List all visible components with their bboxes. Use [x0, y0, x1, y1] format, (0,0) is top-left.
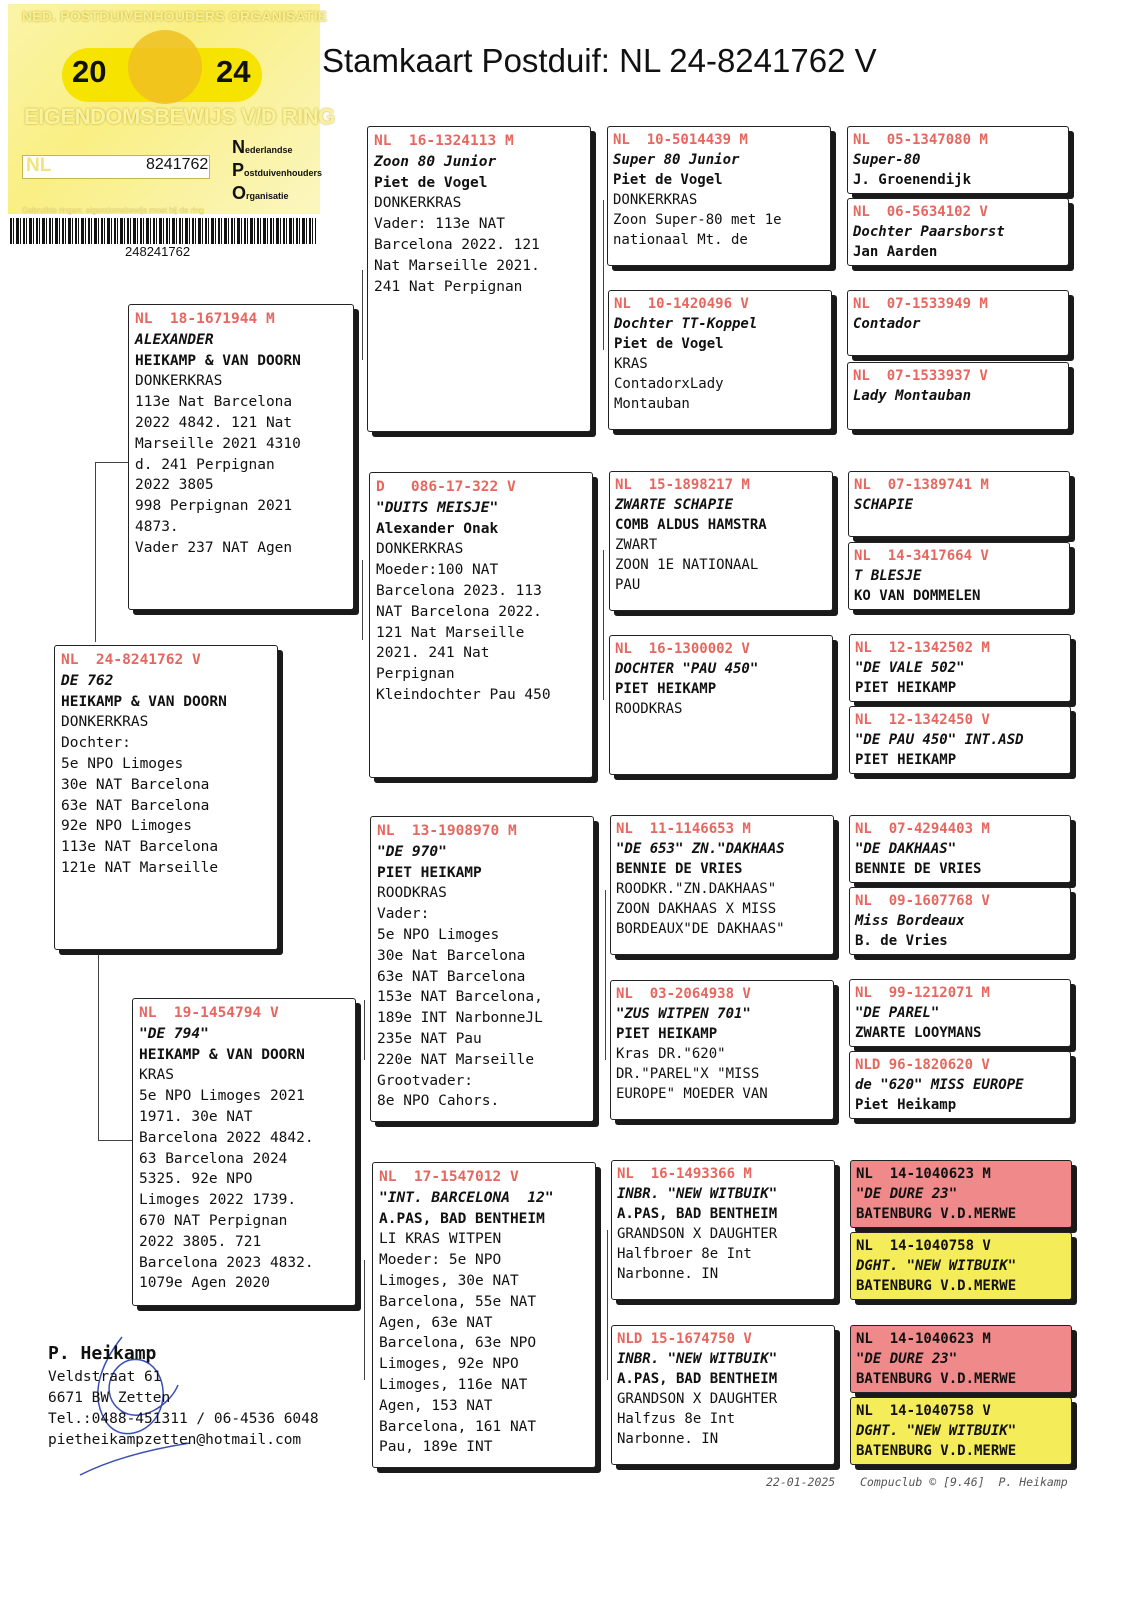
bird-detail: 2022 3805 — [135, 477, 214, 494]
bird-name: SCHAPIE — [854, 497, 914, 513]
bird-name: Dochter Paarsborst — [853, 224, 1005, 240]
bird-detail: Barcelona 2022. 121 — [374, 236, 540, 253]
bird-detail: 63e NAT Barcelona — [377, 968, 526, 985]
bird-owner: B. de Vries — [855, 933, 948, 949]
bird-detail: 5e NPO Limoges — [61, 755, 184, 772]
pedigree-card-ssd — [608, 290, 832, 430]
bird-owner: A.PAS, BAD BENTHEIM — [617, 1371, 778, 1387]
bird-detail: 5e NPO Limoges 2021 — [139, 1088, 305, 1105]
breeder-city: 6671 BW Zetten — [48, 1390, 171, 1406]
bird-detail: ROODKR."ZN.DAKHAAS" — [616, 881, 777, 897]
pedigree-card-sss — [607, 126, 831, 266]
connector-subject-dam — [98, 950, 99, 1140]
bird-owner: HEIKAMP & VAN DOORN — [139, 1046, 305, 1063]
bird-detail: 220e NAT Marseille — [377, 1051, 535, 1068]
bird-detail: Barcelona, 161 NAT — [379, 1418, 537, 1435]
connector-dam-h — [98, 1140, 132, 1141]
pedigree-card-sdd — [609, 635, 833, 775]
ring-number: NL 16-1324113 M — [374, 133, 514, 149]
bird-detail: Limoges, 30e NAT — [379, 1272, 519, 1289]
ring-number: NL 07-4294403 M — [855, 821, 990, 837]
pedigree-card-dam — [132, 998, 356, 1306]
ring-number: NL 07-1533937 V — [853, 368, 988, 384]
barcode-icon — [10, 218, 316, 244]
pedigree-card-g5-6 — [848, 542, 1070, 610]
pedigree-card-g5-15 — [850, 1325, 1072, 1393]
ring-number: NL 09-1607768 V — [855, 893, 990, 909]
bird-detail: Vader 237 NAT Agen — [135, 539, 293, 556]
bird-detail: Limoges 2022 1739. — [139, 1192, 297, 1209]
bird-detail: 2022 4842. 121 Nat — [135, 414, 293, 431]
ownership-label: EIGENDOMSBEWIJS V/D RING — [24, 104, 335, 129]
barcode-number: 248241762 — [125, 244, 191, 259]
connector-dam-up — [364, 1000, 365, 1060]
pedigree-card-dss — [610, 815, 834, 955]
bird-detail: 235e NAT Pau — [377, 1030, 482, 1047]
bird-owner: Piet de Vogel — [614, 336, 724, 352]
bird-detail: Dochter: — [61, 735, 131, 752]
bird-name: "DE PAU 450" INT.ASD — [855, 732, 1024, 748]
pedigree-card-g5-4 — [847, 362, 1069, 430]
npo-line-2: Postduivenhouders — [232, 160, 323, 180]
ring-number: NL 06-5634102 V — [853, 204, 988, 220]
bird-name: Super 80 Junior — [613, 152, 740, 168]
bird-detail: Halfbroer 8e Int — [617, 1246, 752, 1262]
pedigree-card-sire-sire — [367, 126, 591, 432]
pedigree-card-g5-8 — [849, 706, 1071, 774]
bird-owner: BATENBURG V.D.MERWE — [856, 1371, 1017, 1387]
bird-detail: LI KRAS WITPEN — [379, 1231, 502, 1248]
bird-detail: NAT Barcelona 2022. — [376, 603, 542, 620]
npo-line-1: Nederlandse — [232, 137, 293, 157]
ring-number: NL 13-1908970 M — [377, 823, 517, 839]
bird-name: T BLESJE — [854, 568, 922, 584]
bird-detail: 5325. 92e NPO — [139, 1171, 253, 1188]
bird-detail: 670 NAT Perpignan — [139, 1212, 288, 1229]
connector-ss — [603, 200, 604, 350]
bird-detail: Barcelona, 63e NPO — [379, 1335, 537, 1352]
bird-detail: Kras DR."620" — [616, 1046, 726, 1062]
bird-owner: ZWARTE LOOYMANS — [855, 1025, 982, 1041]
ring-number: D 086-17-322 V — [376, 479, 516, 495]
bird-owner: HEIKAMP & VAN DOORN — [61, 693, 227, 710]
ring-number: NL 07-1533949 M — [853, 296, 988, 312]
pedigree-card-g5-2 — [847, 198, 1069, 266]
bird-detail: DONKERKRAS — [61, 714, 149, 731]
bird-name: DGHT. "NEW WITBUIK" — [856, 1423, 1017, 1439]
bird-detail: Moeder:100 NAT — [376, 562, 499, 579]
bird-detail: DONKERKRAS — [376, 541, 464, 558]
bird-detail: KRAS — [614, 356, 648, 372]
bird-detail: 5e NPO Limoges — [377, 926, 500, 943]
ring-number: NL 16-1493366 M — [617, 1166, 752, 1182]
bird-detail: ROODKRAS — [615, 701, 683, 717]
connector-subject-sire — [95, 462, 96, 642]
bird-name: INBR. "NEW WITBUIK" — [617, 1186, 778, 1202]
breeder-email[interactable]: pietheikampzetten@hotmail.com — [48, 1432, 302, 1448]
ring-number: NL 16-1300002 V — [615, 641, 750, 657]
bird-detail: 1971. 30e NAT — [139, 1108, 253, 1125]
bird-owner: PIET HEIKAMP — [855, 752, 957, 768]
certificate-ring-number: 8241762 — [146, 156, 209, 173]
ring-number: NL 19-1454794 V — [139, 1005, 279, 1021]
bird-name: Contador — [853, 316, 921, 332]
bird-owner: BENNIE DE VRIES — [855, 861, 982, 877]
bird-name: "DE DURE 23" — [856, 1186, 958, 1202]
pedigree-card-g5-12 — [849, 1051, 1071, 1119]
bird-detail: Barcelona 2022 4842. — [139, 1129, 314, 1146]
breeder-contact — [48, 1341, 319, 1451]
bird-detail: BORDEAUX"DE DAKHAAS" — [616, 921, 785, 937]
bird-detail: 92e NPO Limoges — [61, 818, 192, 835]
bird-detail: 2021. 241 Nat — [376, 645, 490, 662]
bird-detail: 2022 3805. 721 — [139, 1233, 262, 1250]
bird-detail: 998 Perpignan 2021 — [135, 498, 293, 515]
bird-detail: Nat Marseille 2021. — [374, 257, 540, 274]
bird-name: Super-80 — [853, 152, 921, 168]
bird-detail: 153e NAT Barcelona, — [377, 989, 543, 1006]
pedigree-card-g5-1 — [847, 126, 1069, 194]
bird-detail: 189e INT NarbonneJL — [377, 1010, 543, 1027]
bird-name: DGHT. "NEW WITBUIK" — [856, 1258, 1017, 1274]
connector-dd — [607, 1230, 608, 1380]
bird-name: ZWARTE SCHAPIE — [615, 497, 734, 513]
ring-number: NL 12-1342450 V — [855, 712, 990, 728]
npo-line-3: Organisatie — [232, 183, 289, 203]
bird-name: "DE PAREL" — [855, 1005, 940, 1021]
bird-detail: Pau, 189e INT — [379, 1439, 493, 1456]
bird-detail: Vader: — [377, 906, 430, 923]
ring-number: NL 07-1389741 M — [854, 477, 989, 493]
bird-detail: d. 241 Perpignan — [135, 456, 275, 473]
bird-name: Lady Montauban — [853, 388, 972, 404]
bird-detail: ZOON 1E NATIONAAL — [615, 557, 759, 573]
pedigree-card-sds — [609, 471, 833, 611]
bird-owner: PIET HEIKAMP — [616, 1026, 718, 1042]
pedigree-card-g5-11 — [849, 979, 1071, 1047]
bird-name: DOCHTER "PAU 450" — [615, 661, 759, 677]
bird-detail: Barcelona, 55e NAT — [379, 1293, 537, 1310]
bird-detail: DONKERKRAS — [135, 373, 223, 390]
bird-name: "ZUS WITPEN 701" — [616, 1006, 751, 1022]
bird-name: Zoon 80 Junior — [374, 153, 497, 170]
bird-detail: GRANDSON X DAUGHTER — [617, 1391, 778, 1407]
bird-detail: ZOON DAKHAAS X MISS — [616, 901, 777, 917]
bird-detail: 241 Nat Perpignan — [374, 278, 523, 295]
ring-number: NL 10-1420496 V — [614, 296, 749, 312]
ring-number: NLD 96-1820620 V — [855, 1057, 990, 1073]
pedigree-card-dsd — [610, 980, 834, 1120]
bird-name: ALEXANDER — [135, 331, 214, 348]
pedigree-card-g5-5 — [848, 471, 1070, 537]
pedigree-card-dds — [611, 1160, 835, 1300]
bird-owner: COMB ALDUS HAMSTRA — [615, 517, 767, 533]
ring-number: NL 11-1146653 M — [616, 821, 751, 837]
bird-name: "DE DURE 23" — [856, 1351, 958, 1367]
bird-owner: PIET HEIKAMP — [377, 864, 482, 881]
pedigree-card-g5-13 — [850, 1160, 1072, 1228]
bird-owner: Piet de Vogel — [374, 174, 488, 191]
pedigree-card-g5-10 — [849, 887, 1071, 955]
bird-owner: A.PAS, BAD BENTHEIM — [379, 1210, 545, 1227]
certificate-country: NL — [26, 155, 52, 176]
bird-owner: BATENBURG V.D.MERWE — [856, 1206, 1017, 1222]
bird-name: "DE 794" — [139, 1025, 209, 1042]
bird-detail: 63e NAT Barcelona — [61, 797, 210, 814]
ring-number: NL 24-8241762 V — [61, 652, 201, 668]
certificate-header: NED. POSTDUIVENHOUDERS ORGANISATIE — [22, 8, 328, 24]
bird-detail: 63 Barcelona 2024 — [139, 1150, 288, 1167]
pedigree-card-ddd — [611, 1325, 835, 1465]
bird-detail: Kleindochter Pau 450 — [376, 686, 551, 703]
pedigree-card-sire-dam — [369, 472, 593, 778]
ring-number: NLD 15-1674750 V — [617, 1331, 752, 1347]
bird-owner: PIET HEIKAMP — [615, 681, 717, 697]
bird-detail: Limoges, 116e NAT — [379, 1376, 528, 1393]
pedigree-card-g5-14 — [850, 1232, 1072, 1300]
bird-detail: ROODKRAS — [377, 885, 447, 902]
breeder-phone: Tel.:0488-451311 / 06-4536 6048 — [48, 1411, 319, 1427]
bird-name: "DE VALE 502" — [855, 660, 965, 676]
pedigree-card-g5-9 — [849, 815, 1071, 883]
bird-detail: Zoon Super-80 met 1e — [613, 212, 782, 228]
bird-name: "DUITS MEISJE" — [376, 499, 499, 516]
certificate-fineprint: Gebruikte ringen: eigendomsbewijs moet bij de ring — [22, 206, 204, 215]
bird-detail: Perpignan — [376, 666, 455, 683]
bird-detail: 4873. — [135, 518, 179, 535]
bird-detail: 113e Nat Barcelona — [135, 394, 293, 411]
bird-detail: 121 Nat Marseille — [376, 624, 525, 641]
bird-detail: 30e NAT Barcelona — [61, 776, 210, 793]
bird-name: "DE 970" — [377, 843, 447, 860]
year-right: 24 — [216, 54, 251, 89]
pedigree-card-subject — [54, 645, 278, 950]
ring-number: NL 17-1547012 V — [379, 1169, 519, 1185]
bird-detail: DONKERKRAS — [374, 195, 462, 212]
bird-name: Dochter TT-Koppel — [614, 316, 758, 332]
bird-detail: Vader: 113e NAT — [374, 216, 505, 233]
bird-detail: Agen, 153 NAT — [379, 1397, 493, 1414]
bird-owner: J. Groenendijk — [853, 172, 972, 188]
bird-detail: Narbonne. IN — [617, 1266, 719, 1282]
bird-detail: Moeder: 5e NPO — [379, 1252, 502, 1269]
bird-detail: Marseille 2021 4310 — [135, 435, 301, 452]
bird-owner: PIET HEIKAMP — [855, 680, 957, 696]
bird-owner: Jan Aarden — [853, 244, 938, 260]
bird-owner: Alexander Onak — [376, 520, 499, 537]
pedigree-card-sire — [128, 304, 354, 610]
bird-owner: HEIKAMP & VAN DOORN — [135, 352, 301, 369]
pedigree-card-g5-16 — [850, 1397, 1072, 1465]
bird-detail: Barcelona 2023 4832. — [139, 1254, 314, 1271]
ring-number: NL 15-1898217 M — [615, 477, 750, 493]
bird-owner: BATENBURG V.D.MERWE — [856, 1278, 1017, 1294]
ring-number: NL 14-3417664 V — [854, 548, 989, 564]
bird-detail: Grootvader: — [377, 1072, 474, 1089]
bird-detail: EUROPE" MOEDER VAN — [616, 1086, 768, 1102]
pedigree-card-g5-7 — [849, 634, 1071, 702]
ring-number: NL 12-1342502 M — [855, 640, 990, 656]
bird-owner: KO VAN DOMMELEN — [854, 588, 981, 604]
bird-detail: DR."PAREL"X "MISS — [616, 1066, 760, 1082]
pedigree-card-g5-3 — [847, 290, 1069, 356]
bird-detail: PAU — [615, 577, 641, 593]
bird-detail: ZWART — [615, 537, 658, 553]
footer-software: Compuclub © [9.46] P. Heikamp — [860, 1475, 1068, 1489]
bird-owner: Piet Heikamp — [855, 1097, 957, 1113]
bird-detail: Barcelona 2023. 113 — [376, 582, 542, 599]
pedigree-card-dam-sire — [370, 816, 594, 1122]
bird-detail: 8e NPO Cahors. — [377, 1093, 500, 1110]
bird-detail: Halfzus 8e Int — [617, 1411, 736, 1427]
bird-detail: nationaal Mt. de — [613, 232, 748, 248]
bird-name: "DE DAKHAAS" — [855, 841, 957, 857]
ring-number: NL 14-1040758 V — [856, 1403, 991, 1419]
bird-detail: Agen, 63e NAT — [379, 1314, 493, 1331]
ring-number: NL 10-5014439 M — [613, 132, 748, 148]
ring-number: NL 18-1671944 M — [135, 311, 275, 327]
bird-detail: Montauban — [614, 396, 690, 412]
bird-detail: Narbonne. IN — [617, 1431, 719, 1447]
footer-date: 22-01-2025 — [766, 1475, 836, 1489]
ring-number: NL 99-1212071 M — [855, 985, 990, 1001]
bird-detail: Limoges, 92e NPO — [379, 1356, 519, 1373]
ring-number: NL 03-2064938 V — [616, 986, 751, 1002]
bird-name: Miss Bordeaux — [855, 913, 965, 929]
bird-name: "INT. BARCELONA 12" — [379, 1189, 554, 1206]
ring-number: NL 14-1040623 M — [856, 1331, 991, 1347]
bird-name: INBR. "NEW WITBUIK" — [617, 1351, 778, 1367]
bird-detail: 121e NAT Marseille — [61, 859, 219, 876]
lion-emblem-icon — [128, 30, 202, 104]
ownership-certificate — [0, 0, 335, 259]
ring-number: NL 05-1347080 M — [853, 132, 988, 148]
bird-owner: BENNIE DE VRIES — [616, 861, 743, 877]
bird-owner: Piet de Vogel — [613, 172, 723, 188]
page-title: Stamkaart Postduif: NL 24-8241762 V — [322, 42, 877, 79]
bird-detail: KRAS — [139, 1067, 174, 1084]
breeder-name: P. Heikamp — [48, 1343, 157, 1364]
breeder-street: Veldstraat 61 — [48, 1369, 162, 1385]
bird-detail: DONKERKRAS — [613, 192, 698, 208]
year-left: 20 — [72, 54, 107, 89]
bird-detail: 113e NAT Barcelona — [61, 839, 219, 856]
connector-sire-down — [362, 560, 363, 640]
bird-owner: BATENBURG V.D.MERWE — [856, 1443, 1017, 1459]
pedigree-card-dam-dam — [372, 1162, 596, 1468]
connector-sire-up — [362, 270, 363, 360]
connector-ds — [605, 890, 606, 1060]
bird-detail: 1079e Agen 2020 — [139, 1275, 270, 1292]
connector-dam-down — [364, 1260, 365, 1380]
connector-sd — [603, 550, 604, 700]
connector-sire-h — [95, 462, 128, 463]
bird-name: DE 762 — [61, 672, 114, 689]
bird-name: de "620" MISS EUROPE — [855, 1077, 1024, 1093]
bird-detail: GRANDSON X DAUGHTER — [617, 1226, 778, 1242]
bird-detail: 30e Nat Barcelona — [377, 947, 526, 964]
bird-owner: A.PAS, BAD BENTHEIM — [617, 1206, 778, 1222]
ring-number: NL 14-1040758 V — [856, 1238, 991, 1254]
bird-detail: ContadorxLady — [614, 376, 724, 392]
ring-number: NL 14-1040623 M — [856, 1166, 991, 1182]
bird-name: "DE 653" ZN."DAKHAAS — [616, 841, 785, 857]
